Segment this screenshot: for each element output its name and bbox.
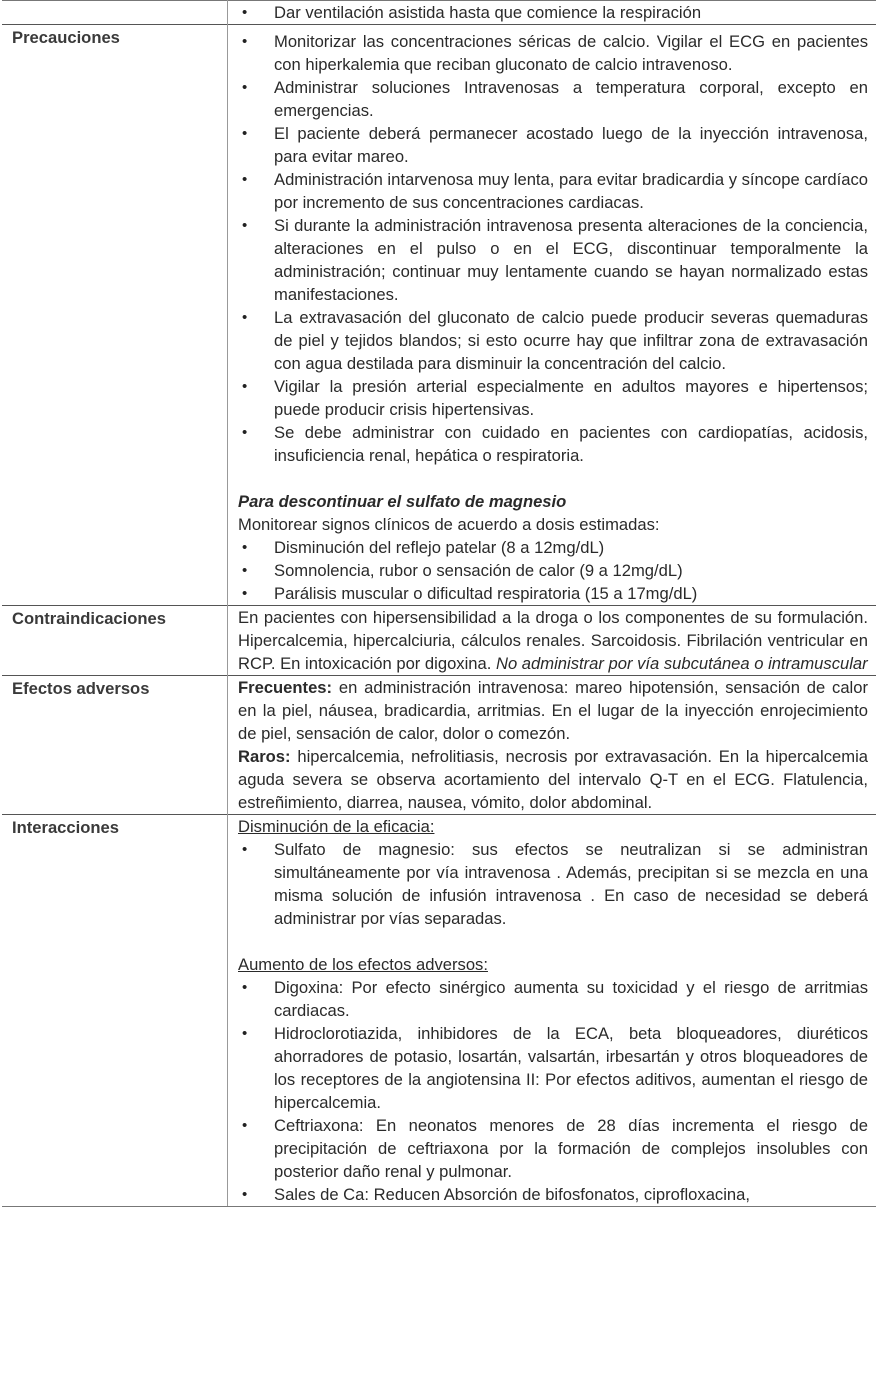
row-continuation xyxy=(2,1,876,25)
row-label xyxy=(2,1,228,25)
row-label-precauciones: Precauciones xyxy=(2,25,228,606)
contraindicaciones-text xyxy=(238,606,868,675)
spacer xyxy=(238,467,868,490)
row-label-efectos: Efectos adversos xyxy=(2,676,228,815)
precauciones-list xyxy=(238,30,868,467)
list-item: • Ceftriaxona: En neonatos menores de 28 días incrementa el riesgo de precipitación de ceftriaxona por la formación de complejos insolubles con posterior daño renal y pulmonar. xyxy=(238,1114,868,1183)
list-item: • Si durante la administración intravenosa presenta alteraciones de la conciencia, alteraciones en el pulso o en el ECG, discontinuar temporalmente la administración; continuar muy lentamente cuando se hayan normalizado estas manifestaciones. xyxy=(238,214,868,306)
raros-paragraph xyxy=(238,745,868,814)
list-item: • Monitorizar las concentraciones séricas de calcio. Vigilar el ECG en pacientes con hiperkalemia que reciban gluconato de calcio intravenoso. xyxy=(238,30,868,76)
row-content xyxy=(228,676,877,815)
aumento-list xyxy=(238,976,868,1206)
magnesio-signs-list xyxy=(238,536,868,605)
list-item: • Disminución del reflejo patelar (8 a 12mg/dL) xyxy=(238,536,868,559)
disminucion-list xyxy=(238,838,868,930)
frecuentes-label: Frecuentes: xyxy=(238,678,333,697)
list-item: • El paciente deberá permanecer acostado luego de la inyección intravenosa, para evitar mareo. xyxy=(238,122,868,168)
list-item: • Sales de Ca: Reducen Absorción de bifosfonatos, ciprofloxacina, xyxy=(238,1183,868,1206)
list-item: • Vigilar la presión arterial especialmente en adultos mayores e hipertensos; puede producir crisis hipertensivas. xyxy=(238,375,868,421)
list-item: • La extravasación del gluconato de calcio puede producir severas quemaduras de piel y tejidos blandos; si esto ocurre hay que infiltrar zona de extravasación con agua destilada para disminuir la concentración del calcio. xyxy=(238,306,868,375)
list-item: • Digoxina: Por efecto sinérgico aumenta su toxicidad y el riesgo de arritmias cardiacas. xyxy=(238,976,868,1022)
row-content xyxy=(228,25,877,606)
list-item: • Somnolencia, rubor o sensación de calor (9 a 12mg/dL) xyxy=(238,559,868,582)
list-item: • Sulfato de magnesio: sus efectos se neutralizan si se administran simultáneamente por vía intravenosa . Además, precipitan si se mezcla en una misma solución de infusión intravenosa . En caso de necesidad se deberá administrar por vías separadas. xyxy=(238,838,868,930)
row-efectos-adversos xyxy=(2,676,876,815)
row-content xyxy=(228,815,877,1207)
disminucion-heading: Disminución de la eficacia: xyxy=(238,817,435,836)
raros-label: Raros: xyxy=(238,747,291,766)
contraindicaciones-warning: No administrar por vía subcutánea o intramuscular xyxy=(495,654,868,673)
spacer xyxy=(238,930,868,953)
subsection-heading: Para descontinuar el sulfato de magnesio xyxy=(238,492,567,511)
drug-monograph-table xyxy=(2,0,876,1207)
row-contraindicaciones xyxy=(2,606,876,676)
list-item: • Administrar soluciones Intravenosas a temperatura corporal, excepto en emergencias. xyxy=(238,76,868,122)
frecuentes-text: en administración intravenosa: mareo hipotensión, sensación de calor en la piel, náusea, bradicardia, arritmias. En el lugar de la inyección enrojecimiento de piel, sensación de calor, dolor o comezón. xyxy=(238,678,868,743)
contraindicaciones-main: En pacientes con hipersensibilidad a la droga o los componentes de su formulación. Hipercalcemia, hipercalciuria, cálculos renales. Sarcoidosis. Fibrilación ventricular en RCP. En intoxicación por digoxina. xyxy=(238,608,868,673)
list-item: • Dar ventilación asistida hasta que comience la respiración xyxy=(238,1,868,24)
list-item: • Administración intarvenosa muy lenta, para evitar bradicardia y síncope cardíaco por incremento de sus concentraciones cardiacas. xyxy=(238,168,868,214)
aumento-heading: Aumento de los efectos adversos: xyxy=(238,955,488,974)
row-precauciones xyxy=(2,25,876,606)
row-content xyxy=(228,606,877,676)
frecuentes-paragraph xyxy=(238,676,868,745)
row-content xyxy=(228,1,877,25)
row-label-interacciones: Interacciones xyxy=(2,815,228,1207)
list-item: • Se debe administrar con cuidado en pacientes con cardiopatías, acidosis, insuficiencia renal, hepática o respiratoria. xyxy=(238,421,868,467)
list-item: • Parálisis muscular o dificultad respiratoria (15 a 17mg/dL) xyxy=(238,582,868,605)
row-label-contraindicaciones: Contraindicaciones xyxy=(2,606,228,676)
row-interacciones xyxy=(2,815,876,1207)
subsection-intro: Monitorear signos clínicos de acuerdo a dosis estimadas: xyxy=(238,515,660,534)
list-item: • Hidroclorotiazida, inhibidores de la ECA, beta bloqueadores, diuréticos ahorradores de potasio, losartán, valsartán, irbesartán y otros bloqueadores de los receptores de la angiotensina II: Por efectos aditivos, aumentan el riesgo de hipercalcemia. xyxy=(238,1022,868,1114)
bullet-list xyxy=(238,1,868,24)
raros-text: hipercalcemia, nefrolitiasis, necrosis por extravasación. En la hipercalcemia aguda severa se observa acortamiento del intervalo Q-T en el ECG. Flatulencia, estreñimiento, diarrea, nausea, vómito, dolor abdominal. xyxy=(238,747,868,812)
